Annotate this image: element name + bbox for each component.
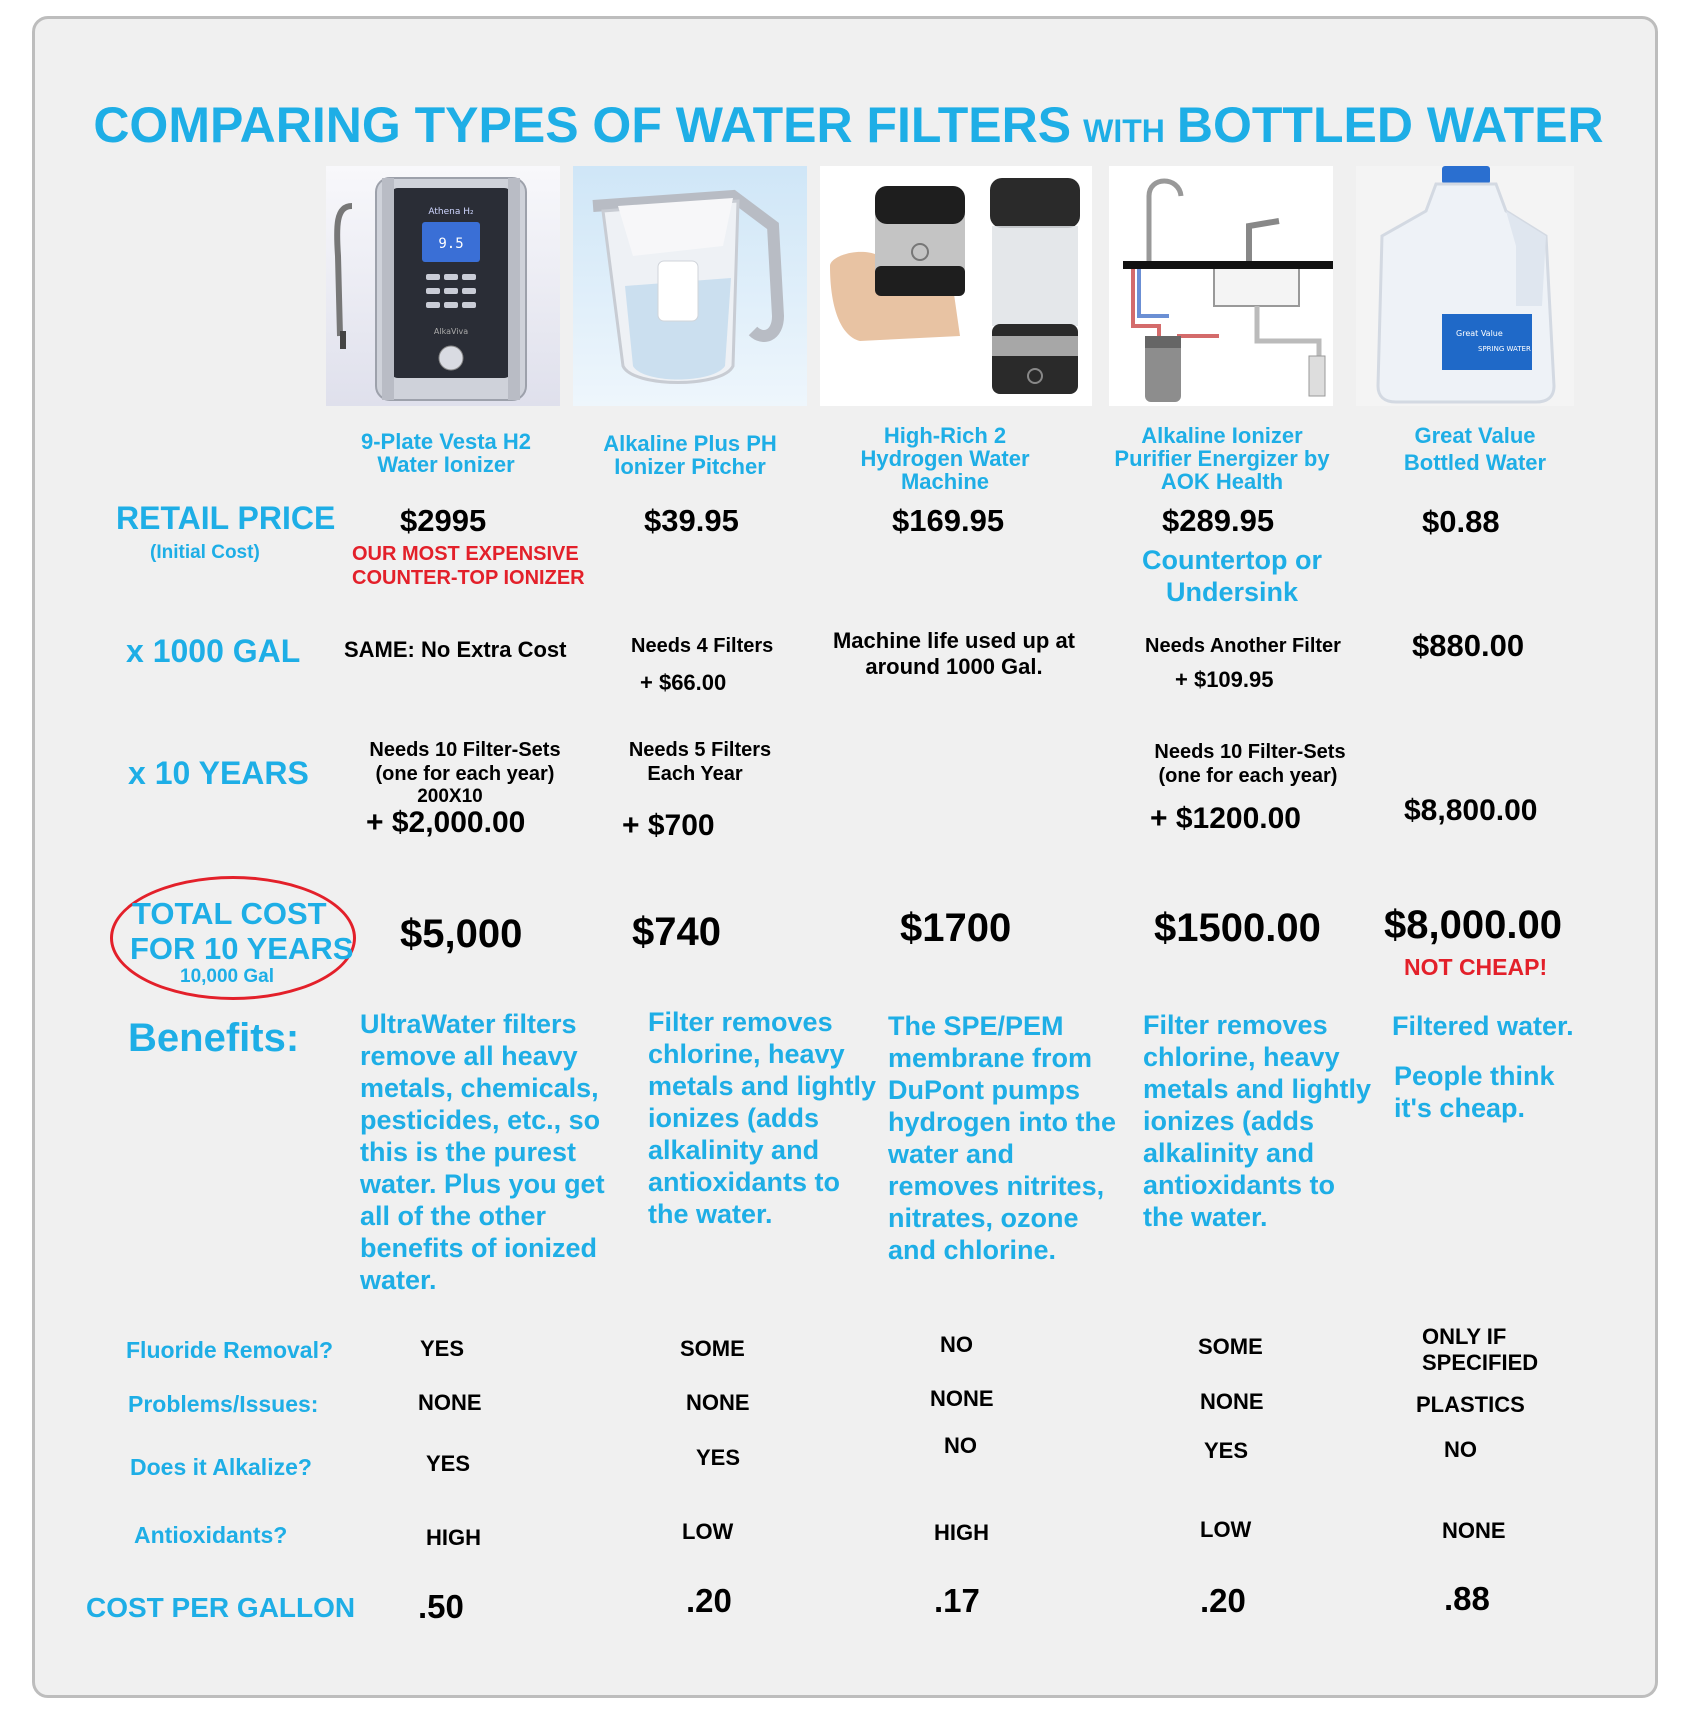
alkalize-ionizer: YES [426, 1451, 471, 1476]
years10-undersink-line1: Needs 10 Filter-Sets [1154, 741, 1346, 763]
alkalize-bottled: NO [1444, 1437, 1477, 1462]
product-image-hydrogen [820, 166, 1092, 406]
title-with: WITH [1083, 113, 1165, 149]
fluoride-hydrogen: NO [940, 1332, 973, 1357]
retail-price-undersink: $289.95 [1162, 503, 1275, 538]
total-pitcher: $740 [632, 910, 721, 954]
retail-price-label: RETAIL PRICE [116, 500, 336, 536]
gallon-jug-icon [1356, 166, 1574, 406]
retail-note-expensive: OUR MOST EXPENSIVE COUNTER-TOP IONIZER [352, 543, 585, 589]
alkalize-hydrogen: NO [944, 1433, 977, 1458]
product-name-bottled: Great Value Bottled Water [1403, 423, 1547, 475]
gal1000-hydrogen: Machine life used up at around 1000 Gal. [832, 628, 1076, 679]
hydrogen-bottles-icon [820, 166, 1092, 406]
antioxidants-ionizer: HIGH [426, 1525, 481, 1550]
device-display-value: 9.5 [438, 236, 464, 252]
antioxidants-hydrogen: HIGH [934, 1520, 989, 1545]
benefits-bottled-b: People think it's cheap. [1394, 1061, 1555, 1123]
page-title [0, 96, 1697, 154]
cpg-hydrogen: .17 [934, 1582, 980, 1619]
years10-bottled: $8,800.00 [1404, 794, 1538, 827]
problems-label: Problems/Issues: [128, 1391, 319, 1417]
years10-pitcher-line2: Each Year [647, 763, 743, 785]
product-name-undersink: Alkaline Ionizer Purifier Energizer by AOK Health [1114, 423, 1330, 494]
fluoride-pitcher: SOME [680, 1336, 745, 1361]
total-bottled: $8,000.00 [1384, 903, 1562, 947]
retail-note-countertop: Countertop or Undersink [1142, 545, 1322, 607]
jug-brand: Great Value [1456, 329, 1503, 338]
cpg-ionizer: .50 [418, 1588, 464, 1625]
device-brand: AlkaViva [433, 327, 469, 336]
cpg-undersink: .20 [1200, 1582, 1246, 1619]
title-part2: BOTTLED WATER [1176, 97, 1604, 153]
product-image-ionizer [326, 166, 560, 406]
product-name-ionizer: 9-Plate Vesta H2 Water Ionizer [361, 429, 531, 477]
total-label-line3: 10,000 Gal [180, 966, 275, 987]
gal1000-pitcher-line1: Needs 4 Filters [631, 635, 774, 657]
benefits-undersink: Filter removes chlorine, heavy metals and lightly ionizes (adds alkalinity and antioxidants to the water. [1143, 1010, 1372, 1232]
jug-label: SPRING WATER [1478, 345, 1531, 353]
benefits-pitcher: Filter removes chlorine, heavy metals and lightly ionizes (adds alkalinity and antioxidants to the water. [648, 1007, 877, 1229]
years10-pitcher-line1: Needs 5 Filters [628, 739, 772, 761]
fluoride-label: Fluoride Removal? [126, 1337, 334, 1363]
gal1000-label: x 1000 GAL [126, 633, 301, 669]
gal1000-undersink-line2: + $109.95 [1175, 667, 1274, 692]
years10-label: x 10 YEARS [128, 755, 309, 791]
years10-undersink-line2: (one for each year) [1158, 765, 1338, 787]
total-label-line1: TOTAL COST [132, 896, 327, 931]
alkalize-pitcher: YES [696, 1445, 741, 1470]
years10-undersink-value: + $1200.00 [1150, 802, 1301, 835]
retail-price-sublabel: (Initial Cost) [150, 542, 260, 563]
problems-ionizer: NONE [418, 1390, 482, 1415]
retail-price-bottled: $0.88 [1422, 504, 1500, 539]
antioxidants-undersink: LOW [1200, 1517, 1252, 1542]
total-label-line2: FOR 10 YEARS [130, 931, 354, 966]
total-ionizer: $5,000 [400, 912, 523, 956]
problems-undersink: NONE [1200, 1389, 1264, 1414]
retail-price-pitcher: $39.95 [644, 503, 739, 538]
total-hydrogen: $1700 [900, 906, 1012, 950]
product-name-hydrogen: High-Rich 2 Hydrogen Water Machine [860, 423, 1030, 494]
cpg-pitcher: .20 [686, 1582, 732, 1619]
title-part1: COMPARING TYPES OF WATER FILTERS [93, 97, 1072, 153]
benefits-bottled-a: Filtered water. [1392, 1011, 1574, 1041]
cost-per-gallon-label: COST PER GALLON [86, 1592, 356, 1623]
problems-hydrogen: NONE [930, 1386, 994, 1411]
alkalize-label: Does it Alkalize? [130, 1454, 312, 1480]
antioxidants-pitcher: LOW [682, 1519, 734, 1544]
fluoride-ionizer: YES [420, 1336, 465, 1361]
benefits-hydrogen: The SPE/PEM membrane from DuPont pumps hydrogen into the water and removes nitrites, nitrates, ozone and chlorine. [888, 1011, 1116, 1265]
water-ionizer-machine-icon [326, 166, 560, 406]
years10-ionizer-line3: 200X10 [417, 786, 483, 807]
product-image-undersink [1109, 166, 1333, 406]
years10-ionizer-line2: (one for each year) [375, 763, 555, 785]
benefits-label: Benefits: [128, 1016, 300, 1060]
gal1000-ionizer: SAME: No Extra Cost [344, 637, 567, 662]
total-bottled-note: NOT CHEAP! [1404, 954, 1548, 980]
retail-price-ionizer: $2995 [400, 503, 487, 538]
gal1000-undersink-line1: Needs Another Filter [1145, 635, 1341, 657]
gal1000-bottled: $880.00 [1412, 628, 1525, 663]
years10-ionizer-value: + $2,000.00 [366, 806, 526, 839]
device-label: Athena H₂ [428, 207, 474, 217]
total-undersink: $1500.00 [1154, 906, 1321, 950]
years10-ionizer-line1: Needs 10 Filter-Sets [369, 739, 561, 761]
problems-pitcher: NONE [686, 1390, 750, 1415]
under-sink-filter-icon [1109, 166, 1333, 406]
retail-price-hydrogen: $169.95 [892, 503, 1005, 538]
antioxidants-label: Antioxidants? [134, 1522, 288, 1548]
product-name-pitcher: Alkaline Plus PH Ionizer Pitcher [603, 431, 777, 479]
water-pitcher-icon [573, 166, 807, 406]
alkalize-undersink: YES [1204, 1438, 1249, 1463]
fluoride-bottled: ONLY IF SPECIFIED [1422, 1324, 1539, 1375]
problems-bottled: PLASTICS [1416, 1392, 1525, 1417]
benefits-ionizer: UltraWater filters remove all heavy metals, chemicals, pesticides, etc., so this is the purest water. Plus you get all of the other benefits of ionized water. [360, 1009, 605, 1295]
cpg-bottled: .88 [1444, 1580, 1490, 1617]
fluoride-undersink: SOME [1198, 1334, 1263, 1359]
gal1000-pitcher-line2: + $66.00 [640, 670, 727, 695]
product-image-pitcher [573, 166, 807, 406]
years10-pitcher-value: + $700 [622, 809, 715, 842]
product-image-gallon [1356, 166, 1574, 406]
antioxidants-bottled: NONE [1442, 1518, 1506, 1543]
